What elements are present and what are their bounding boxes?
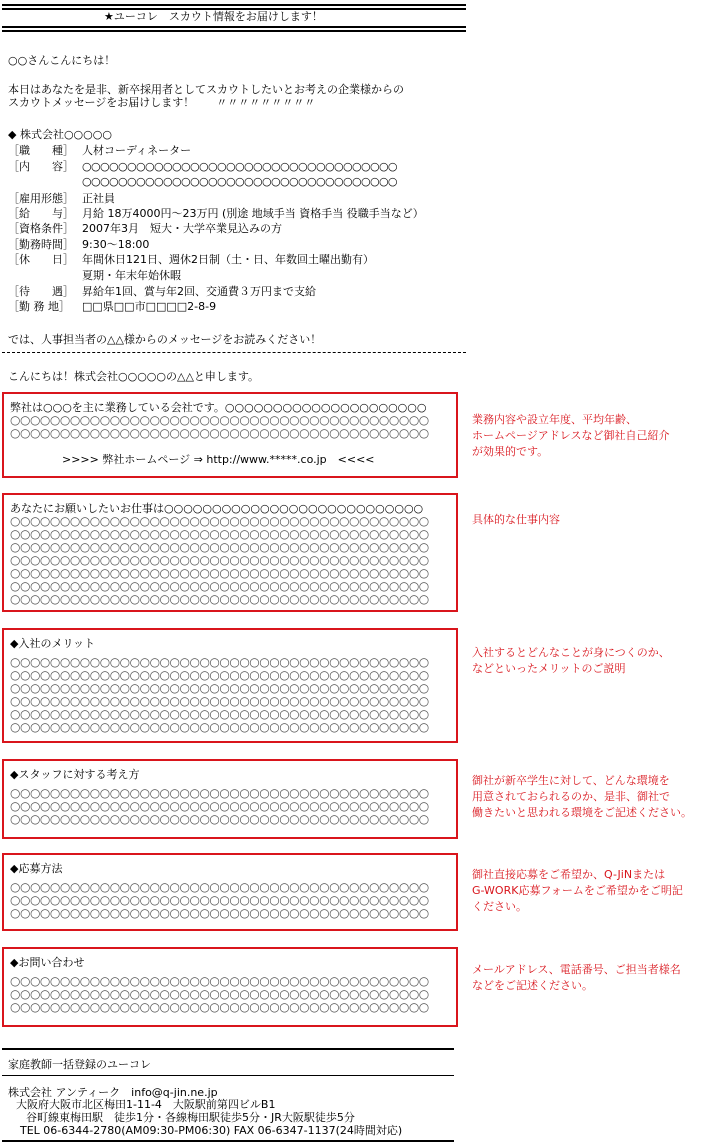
- placeholder-circles-row: ○○○○○○○○○○○○○○○○○○○○○○○○○○○○○○○○○○○○○○○○○○: [10, 974, 429, 988]
- section-note: G-WORK応募フォームをご希望かをご明記: [472, 884, 683, 897]
- placeholder-circles-row: ○○○○○○○○○○○○○○○○○○○○○○○○○○○○○○○○○○○○○○○○○○: [10, 880, 429, 894]
- closing-line: では、人事担当者の△△様からのメッセージをお読みください！: [8, 333, 322, 346]
- footer-service: 家庭教師一括登録のユーコレ: [8, 1058, 151, 1071]
- placeholder-circles-row: ○○○○○○○○○○○○○○○○○○○○○○○○○○○○○○○○○○○○○○○○○○: [10, 786, 429, 800]
- placeholder-circles-row: ○○○○○○○○○○○○○○○○○○○○○○○○○○○○○○○○○○○○○○○○○○: [10, 566, 429, 580]
- section-box: [2, 628, 458, 743]
- section-box: [2, 853, 458, 931]
- placeholder-circles-row: ○○○○○○○○○○○○○○○○○○○○○○○○○○○○○○○○○○○○○○○○○○: [10, 694, 429, 708]
- section-note: ください。: [472, 900, 527, 913]
- section-note: ホームページアドレスなど御社自己紹介: [472, 429, 670, 442]
- section-note: メールアドレス、電話番号、ご担当者様名: [472, 963, 681, 976]
- company-detail-row: [8, 268, 181, 283]
- detail-label: ［待 遇］: [8, 285, 74, 298]
- detail-value: 夏期・年末年始休暇: [82, 269, 181, 282]
- company-detail-row: [8, 159, 397, 174]
- company-detail-row: [8, 206, 424, 221]
- placeholder-circles-row: ○○○○○○○○○○○○○○○○○○○○○○○○○○○○○○○○○○○○○○○○○○: [10, 681, 429, 695]
- detail-value: ○○○○○○○○○○○○○○○○○○○○○○○○○○○○○○○○○○○: [82, 175, 397, 188]
- placeholder-circles-row: ○○○○○○○○○○○○○○○○○○○○○○○○○○○○○○○○○○○○○○○○○○: [10, 413, 429, 427]
- intro-line-2: スカウトメッセージをお届けします！ 〃〃〃〃〃〃〃〃〃: [8, 96, 316, 109]
- placeholder-circles-row: ○○○○○○○○○○○○○○○○○○○○○○○○○○○○○○○○○○○○○○○○○○: [10, 799, 429, 813]
- section-note: 御社直接応募をご希望か、Q-JiNまたは: [472, 868, 666, 881]
- company-detail-row: [8, 174, 397, 189]
- footer-bottom-rule: [2, 1140, 454, 1142]
- homepage-link[interactable]: >>>> 弊社ホームページ ⇒ http://www.*****.co.jp <<<<: [62, 453, 375, 466]
- company-detail-row: [8, 237, 149, 252]
- placeholder-circles-row: ○○○○○○○○○○○○○○○○○○○○○○○○○○○○○○○○○○○○○○○○○○: [10, 707, 429, 721]
- placeholder-circles-row: ○○○○○○○○○○○○○○○○○○○○○○○○○○○○○○○○○○○○○○○○○○: [10, 655, 429, 669]
- detail-label: ［勤務時間］: [8, 238, 74, 251]
- detail-label: ［給 与］: [8, 207, 74, 220]
- placeholder-circles-row: ○○○○○○○○○○○○○○○○○○○○○○○○○○○○○○○○○○○○○○○○○○: [10, 540, 429, 554]
- detail-value: ○○○○○○○○○○○○○○○○○○○○○○○○○○○○○○○○○○○: [82, 160, 397, 173]
- section-title: ◆応募方法: [10, 862, 63, 875]
- detail-label: ［職 種］: [8, 144, 74, 157]
- company-detail-row: [8, 284, 316, 299]
- placeholder-circles-row: ○○○○○○○○○○○○○○○○○○○○○○○○○○○○○○○○○○○○○○○○○○: [10, 668, 429, 682]
- section-box: [2, 759, 458, 839]
- section-title: 弊社は○○○を主に業務している会社です。○○○○○○○○○○○○○○○○○○○○○: [10, 401, 427, 414]
- company-detail-row: [8, 221, 282, 236]
- company-detail-row: [8, 191, 115, 206]
- intro-line-1: 本日はあなたを是非、新卒採用者としてスカウトしたいとお考えの企業様からの: [8, 83, 404, 96]
- detail-value: 人材コーディネーター: [82, 144, 192, 157]
- placeholder-circles-row: ○○○○○○○○○○○○○○○○○○○○○○○○○○○○○○○○○○○○○○○○○○: [10, 527, 429, 541]
- company-name: ◆ 株式会社○○○○○: [8, 128, 112, 141]
- detail-label: ［休 日］: [8, 253, 74, 266]
- placeholder-circles-row: ○○○○○○○○○○○○○○○○○○○○○○○○○○○○○○○○○○○○○○○○○○: [10, 906, 429, 920]
- placeholder-circles-row: ○○○○○○○○○○○○○○○○○○○○○○○○○○○○○○○○○○○○○○○○○○: [10, 592, 429, 606]
- detail-label: ［勤 務 地］: [8, 300, 70, 313]
- detail-value: 正社員: [82, 192, 115, 205]
- company-detail-row: [8, 299, 216, 314]
- placeholder-circles-row: ○○○○○○○○○○○○○○○○○○○○○○○○○○○○○○○○○○○○○○○○○○: [10, 987, 429, 1001]
- footer-top-rule: [2, 1048, 454, 1050]
- section-note: などといったメリットのご説明: [472, 662, 626, 675]
- placeholder-circles-row: ○○○○○○○○○○○○○○○○○○○○○○○○○○○○○○○○○○○○○○○○○○: [10, 720, 429, 734]
- footer-mid-rule: [2, 1075, 454, 1076]
- header-bottom-rule: [2, 26, 466, 32]
- detail-value: 9:30～18:00: [82, 238, 150, 251]
- detail-value: 年間休日121日、週休2日制（土・日、年数回土曜出勤有）: [82, 253, 374, 266]
- section-note: 御社が新卒学生に対して、どんな環境を: [472, 774, 670, 787]
- section-box: [2, 392, 458, 478]
- company-detail-row: [8, 143, 191, 158]
- section-title: ◆お問い合わせ: [10, 956, 85, 969]
- detail-label: ［資格条件］: [8, 222, 74, 235]
- section-title: ◆入社のメリット: [10, 637, 96, 650]
- greeting: ○○さんこんにちは！: [8, 54, 116, 67]
- footer-company: 株式会社 アンティーク info@q-jin.ne.jp: [8, 1086, 218, 1099]
- footer-access: 谷町線東梅田駅 徒歩1分・各線梅田駅徒歩5分・JR大阪駅徒歩5分: [26, 1111, 355, 1124]
- detail-label: ［内 容］: [8, 160, 74, 173]
- section-title: あなたにお願いしたいお仕事は○○○○○○○○○○○○○○○○○○○○○○○○○○○: [10, 502, 424, 515]
- placeholder-circles-row: ○○○○○○○○○○○○○○○○○○○○○○○○○○○○○○○○○○○○○○○○○○: [10, 553, 429, 567]
- placeholder-circles-row: ○○○○○○○○○○○○○○○○○○○○○○○○○○○○○○○○○○○○○○○○○○: [10, 1000, 429, 1014]
- detail-label: ［雇用形態］: [8, 192, 74, 205]
- divider-dashed: [2, 352, 466, 353]
- placeholder-circles-row: ○○○○○○○○○○○○○○○○○○○○○○○○○○○○○○○○○○○○○○○○○○: [10, 426, 429, 440]
- section-title: ◆スタッフに対する考え方: [10, 768, 140, 781]
- section-note: 具体的な仕事内容: [472, 513, 560, 526]
- placeholder-circles-row: ○○○○○○○○○○○○○○○○○○○○○○○○○○○○○○○○○○○○○○○○○○: [10, 579, 429, 593]
- mail-title: ★ユーコレ スカウト情報をお届けします！: [104, 10, 323, 23]
- detail-value: 月給 18万4000円～23万円 (別途 地域手当 資格手当 役職手当など）: [82, 207, 424, 220]
- section-box: [2, 947, 458, 1027]
- message-hello: こんにちは！株式会社○○○○○の△△と申します。: [8, 370, 260, 383]
- footer-tel: TEL 06-6344-2780(AM09:30-PM06:30) FAX 06-6347-1137(24時間対応): [20, 1124, 403, 1137]
- footer-address: 大阪府大阪市北区梅田1-11-4 大阪駅前第四ビルB1: [16, 1098, 276, 1111]
- placeholder-circles-row: ○○○○○○○○○○○○○○○○○○○○○○○○○○○○○○○○○○○○○○○○○○: [10, 514, 429, 528]
- section-note: 業務内容や設立年度、平均年齢、: [472, 413, 637, 426]
- section-note: などをご記述ください。: [472, 979, 593, 992]
- company-detail-row: [8, 252, 374, 267]
- section-note: 働きたいと思われる環境をご記述ください。: [472, 806, 692, 819]
- detail-value: 2007年3月 短大・大学卒業見込みの方: [82, 222, 282, 235]
- section-note: が効果的です。: [472, 445, 549, 458]
- section-note: 用意されておられるのか、是非、御社で: [472, 790, 670, 803]
- section-note: 入社するとどんなことが身につくのか、: [472, 646, 670, 659]
- placeholder-circles-row: ○○○○○○○○○○○○○○○○○○○○○○○○○○○○○○○○○○○○○○○○○○: [10, 893, 429, 907]
- section-box: [2, 493, 458, 612]
- detail-value: □□県□□市□□□□2-8-9: [82, 300, 217, 313]
- placeholder-circles-row: ○○○○○○○○○○○○○○○○○○○○○○○○○○○○○○○○○○○○○○○○○○: [10, 812, 429, 826]
- detail-value: 昇給年1回、賞与年2回、交通費３万円まで支給: [82, 285, 316, 298]
